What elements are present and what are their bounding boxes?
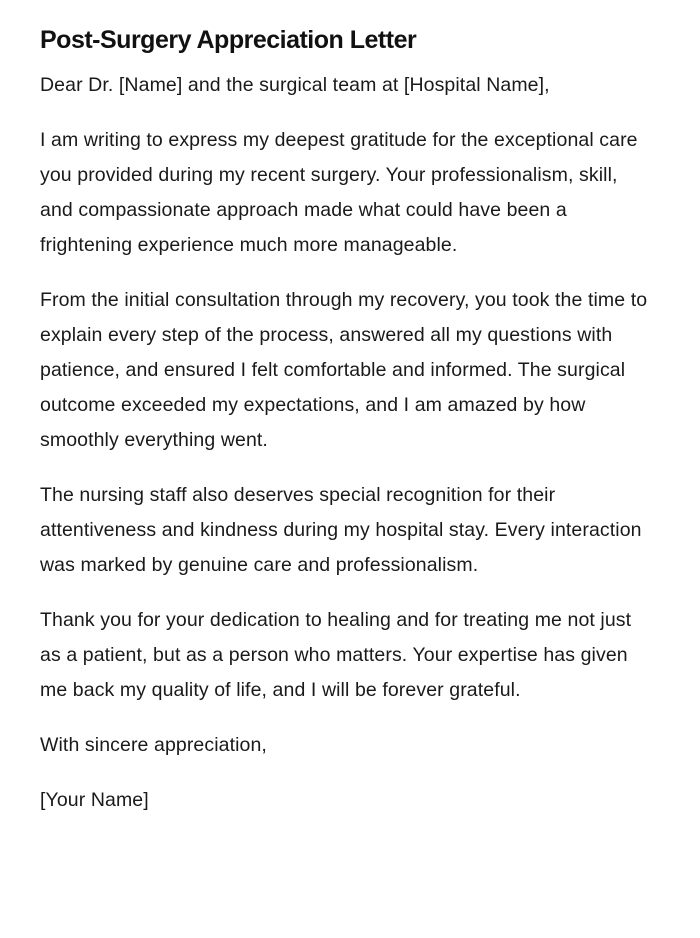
letter (40, 24, 650, 818)
closing: With sincere appreciation, (40, 734, 267, 756)
body-paragraph-3: The nursing staff also deserves special recognition for their attentiveness and kindness during my hospital stay. Every interaction was marked by genuine care and professionalism. (40, 484, 642, 576)
body-paragraph-1: I am writing to express my deepest gratitude for the exceptional care you provided during my recent surgery. Your professionalism, skill, and compassionate approach made what could have been a frightening experience much more manageable. (40, 129, 638, 256)
salutation: Dear Dr. [Name] and the surgical team at [Hospital Name], (40, 74, 550, 96)
signature: [Your Name] (40, 789, 149, 811)
body-paragraph-2: From the initial consultation through my recovery, you took the time to explain every step of the process, answered all my questions with patience, and ensured I felt comfortable and informed. The surgical outcome exceeded my expectations, and I am amazed by how smoothly everything went. (40, 289, 648, 451)
letter-title: Post-Surgery Appreciation Letter (40, 26, 417, 54)
body-paragraph-4: Thank you for your dedication to healing and for treating me not just as a patient, but as a person who matters. Your expertise has given me back my quality of life, and I will be forever grateful. (40, 609, 632, 701)
